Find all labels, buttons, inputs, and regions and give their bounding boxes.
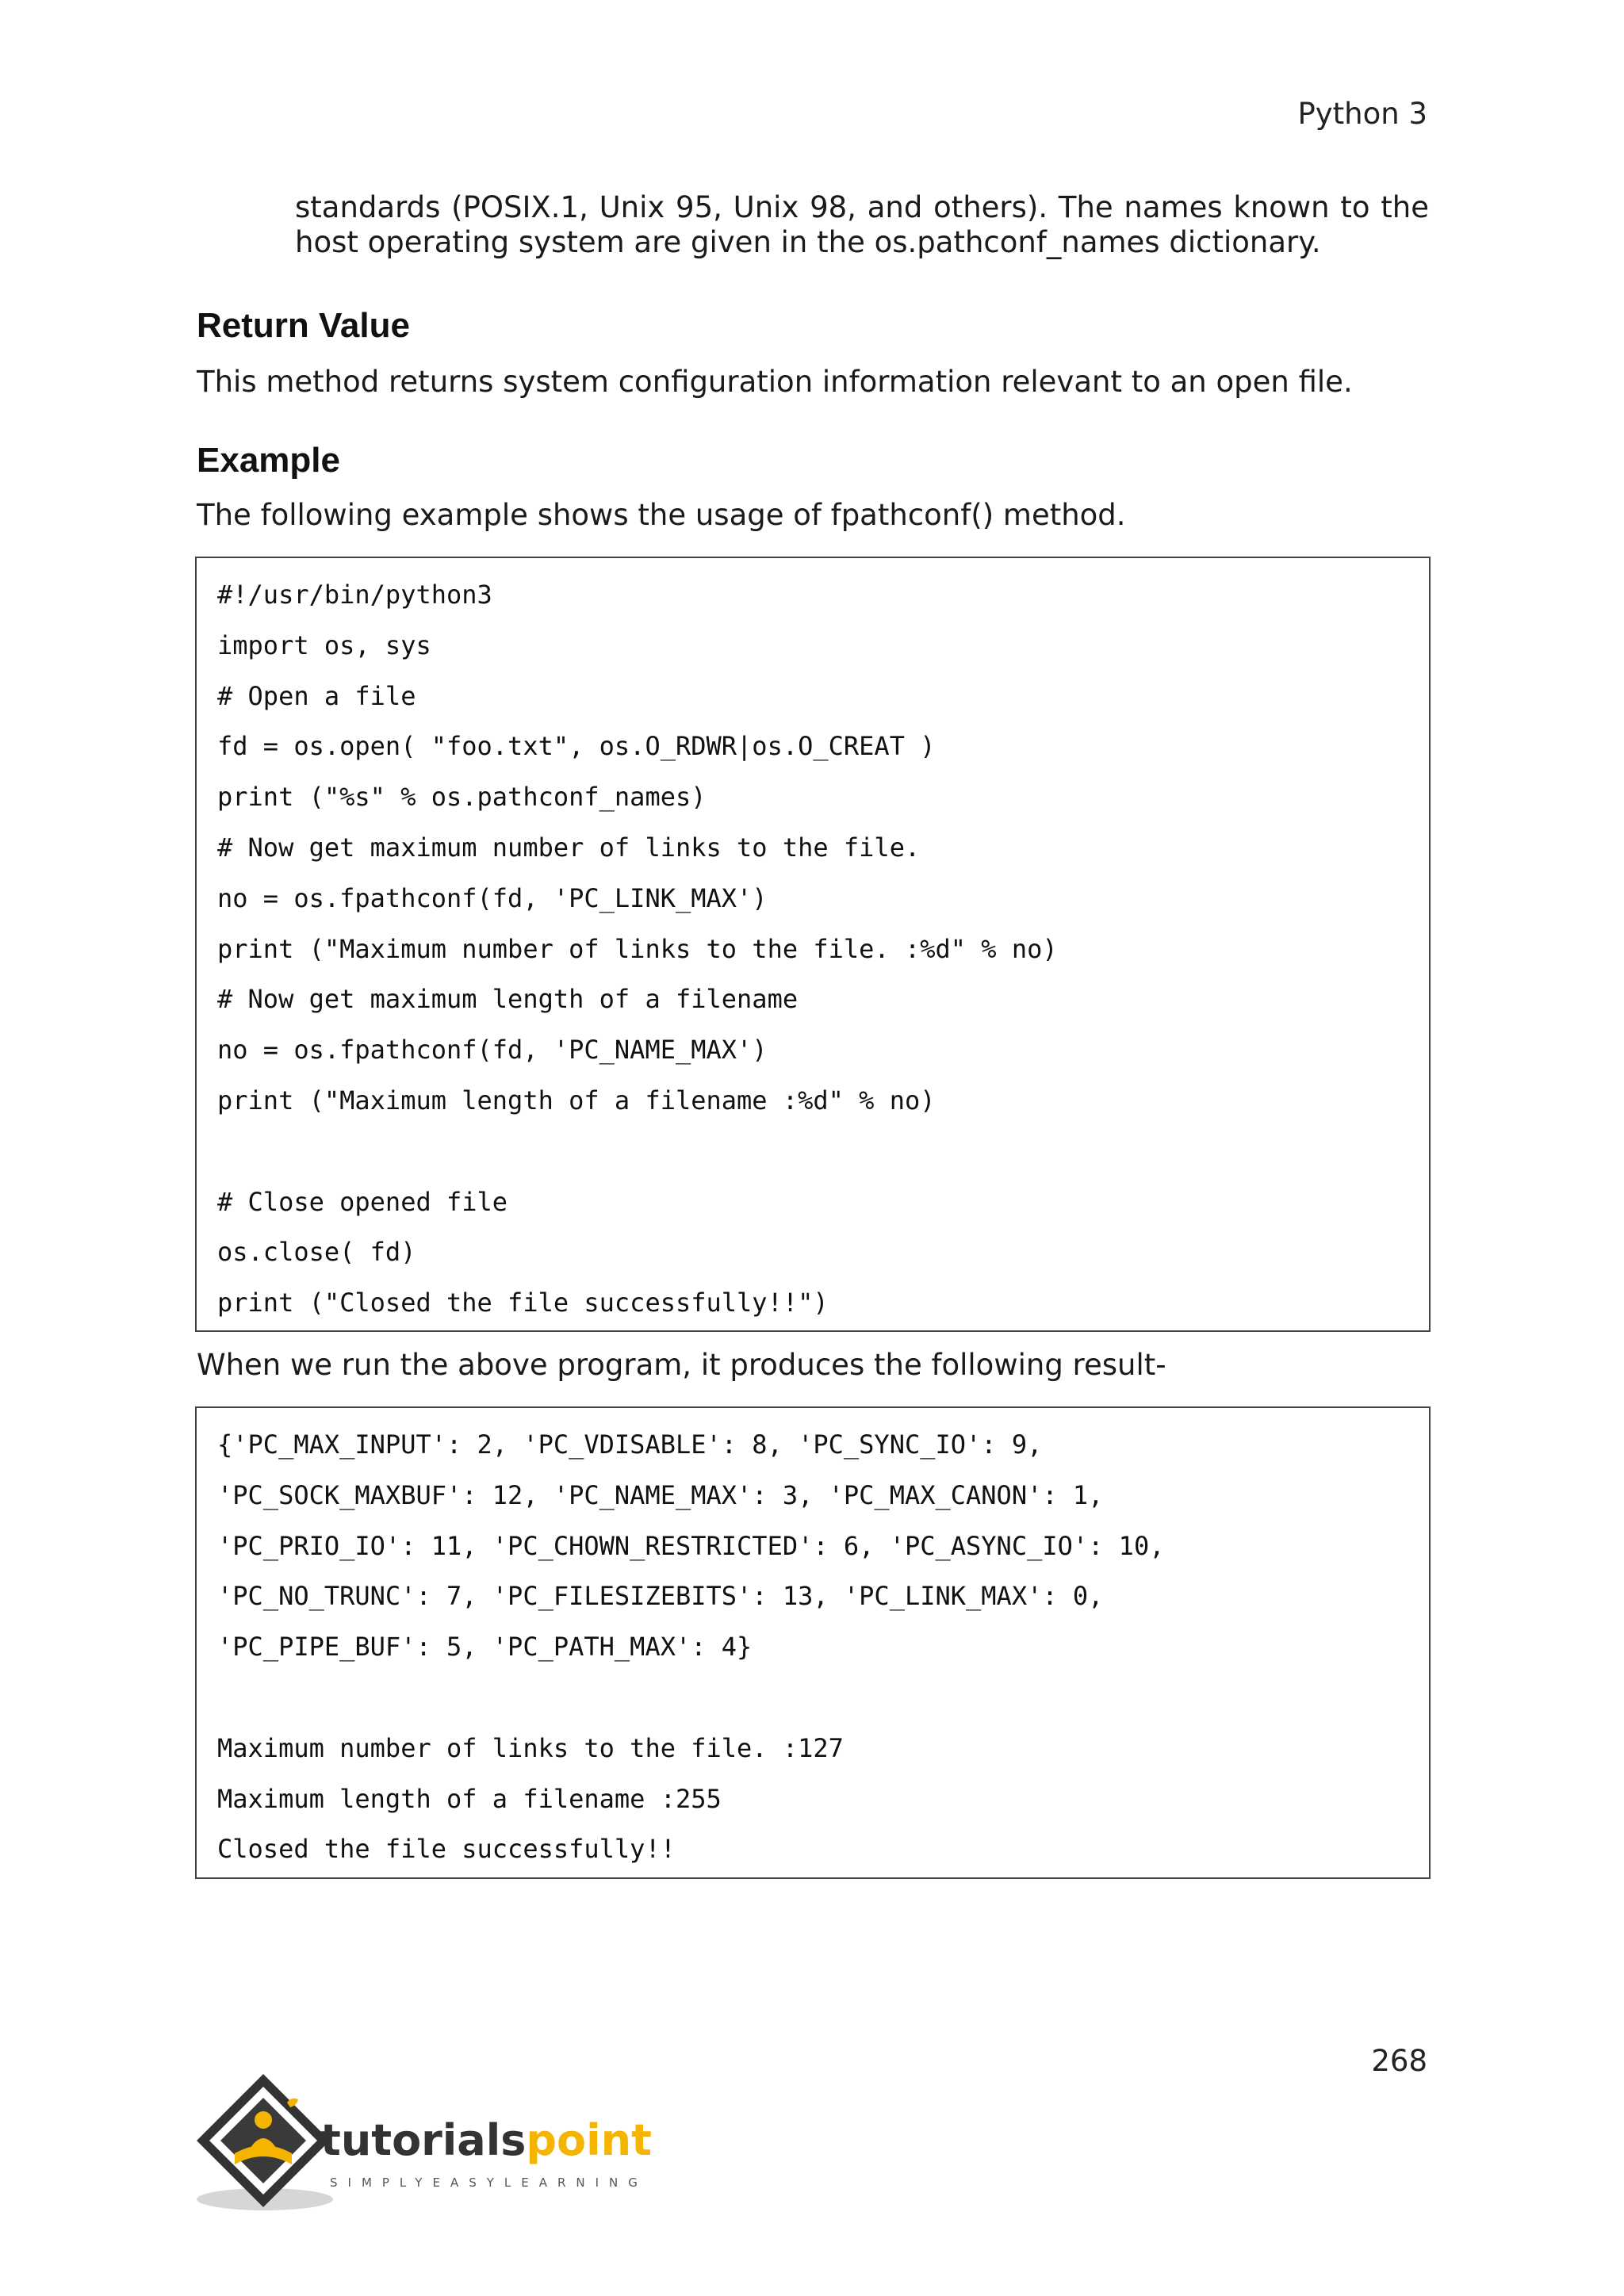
example-code-block (195, 557, 1431, 1332)
code-line: print ("Maximum length of a filename :%d" % no) (217, 1085, 936, 1115)
code-line: import os, sys (217, 629, 431, 660)
code-line: no = os.fpathconf(fd, 'PC_NAME_MAX') (217, 1035, 768, 1066)
code-line: print ("Maximum number of links to the file. :%d" % no) (217, 933, 1058, 964)
output-code-block (195, 1406, 1431, 1879)
code-line: print ("Closed the file successfully!!") (217, 1288, 829, 1318)
code-line: # Close opened file (217, 1186, 508, 1217)
logo-tagline: SIMPLYEASYLEARNING (330, 2175, 648, 2190)
code-line: print ("%s" % os.pathconf_names) (217, 782, 707, 813)
code-line: os.close( fd) (217, 1237, 416, 1268)
code-line: # Now get maximum length of a filename (217, 984, 799, 1015)
result-text: When we run the above program, it produces the following result- (197, 1348, 1166, 1382)
tutorialspoint-logo (193, 2071, 653, 2214)
intro-paragraph: standards (POSIX.1, Unix 95, Unix 98, and others). The names known to the host operating system are given in the os.pathconf_names dictionary. (295, 190, 1429, 259)
output-line: {'PC_MAX_INPUT': 2, 'PC_VDISABLE': 8, 'PC_SYNC_IO': 9, (217, 1429, 1043, 1460)
code-line: # Now get maximum number of links to the file. (217, 832, 921, 863)
output-line: 'PC_SOCK_MAXBUF': 12, 'PC_NAME_MAX': 3, 'PC_MAX_CANON': 1, (217, 1479, 1104, 1510)
code-line (217, 1131, 1429, 1181)
return-value-heading: Return Value (197, 306, 410, 345)
running-header: Python 3 (1297, 97, 1427, 131)
code-line: fd = os.open( "foo.txt", os.O_RDWR|os.O_CREAT ) (217, 731, 936, 762)
output-line (217, 1677, 1429, 1728)
output-line: Maximum length of a filename :255 (217, 1783, 722, 1814)
code-line: # Open a file (217, 680, 416, 711)
code-line: #!/usr/bin/python3 (217, 580, 492, 610)
output-line: 'PC_NO_TRUNC': 7, 'PC_FILESIZEBITS': 13, 'PC_LINK_MAX': 0, (217, 1581, 1104, 1612)
person-head-icon (255, 2111, 272, 2129)
logo-graphic (193, 2071, 653, 2214)
example-heading: Example (197, 441, 340, 480)
example-text: The following example shows the usage of fpathconf() method. (197, 498, 1126, 532)
output-line: 'PC_PIPE_BUF': 5, 'PC_PATH_MAX': 4} (217, 1632, 753, 1663)
page-number: 268 (1371, 2044, 1427, 2078)
output-line: Closed the file successfully!! (217, 1834, 676, 1865)
output-line: 'PC_PRIO_IO': 11, 'PC_CHOWN_RESTRICTED': 6, 'PC_ASYNC_IO': 10, (217, 1530, 1165, 1561)
output-line: Maximum number of links to the file. :127 (217, 1732, 844, 1763)
code-line: no = os.fpathconf(fd, 'PC_LINK_MAX') (217, 882, 768, 913)
return-value-text: This method returns system configuration information relevant to an open file. (197, 365, 1353, 399)
logo-wordmark: tutorialspoint (320, 2115, 652, 2165)
